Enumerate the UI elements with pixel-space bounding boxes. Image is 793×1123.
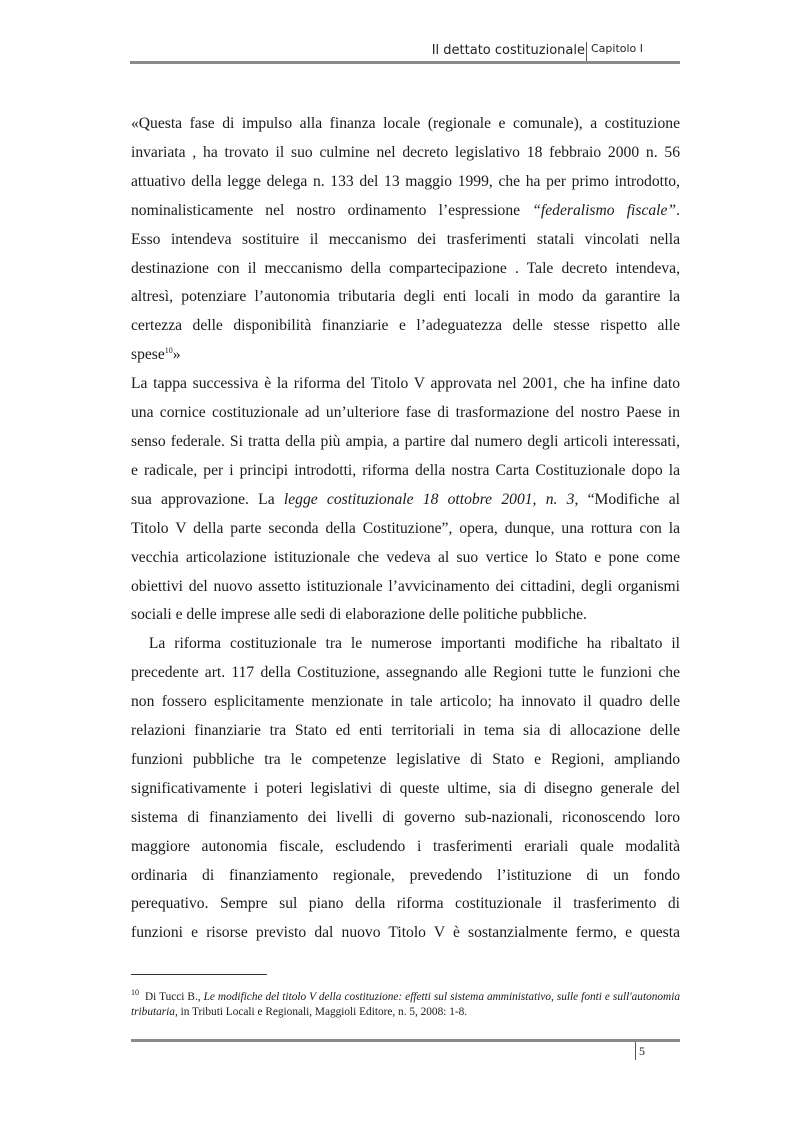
text-line: spese$^{10}$» <box>131 346 181 364</box>
paragraph <box>131 370 680 630</box>
text-line: funzioni e risorse previsto dal nuovo Titolo V è sostanzialmente fermo, e questa <box>131 924 680 942</box>
text-line: relazioni finanziarie tra Stato ed enti territoriali in tema sia di allocazione delle <box>131 722 680 740</box>
text-line: sua approvazione. La legge costituzionale 18 ottobre 2001, n. 3, “Modifiche al <box>131 490 680 508</box>
footnote-rule <box>131 974 267 975</box>
text-line: La tappa successiva è la riforma del Titolo V approvata nel 2001, che ha infine dato <box>131 375 680 393</box>
text-line: precedente art. 117 della Costituzione, assegnando alle Regioni tutte le funzioni che <box>131 664 680 682</box>
text-line: altresì, potenziare l’autonomia tributaria degli enti locali in modo da garantire la <box>131 288 680 306</box>
page-number: 5 <box>639 1044 645 1058</box>
paragraph-quote <box>131 110 680 370</box>
footnote-author: Di Tucci B., <box>145 990 204 1003</box>
text-line: destinazione con il meccanismo della compartecipazione . Tale decreto intendeva, <box>131 259 680 277</box>
page-number-separator <box>635 1042 636 1060</box>
text-line: vecchia articolazione istituzionale che vedeva al suo vertice lo Stato e pone come <box>131 548 680 566</box>
text-line: Titolo V della parte seconda della Costituzione”, opera, dunque, una rottura con la <box>131 519 680 537</box>
text-line: perequativo. Sempre sul piano della riforma costituzionale il trasferimento di <box>131 895 680 913</box>
text-line: sistema di finanziamento dei livelli di governo sub-nazionali, riconoscendo loro <box>131 808 680 826</box>
text-line: sociali e delle imprese alle sedi di elaborazione delle politiche pubbliche. <box>131 606 587 624</box>
running-title: Il dettato costituzionale <box>431 43 585 58</box>
footer-rule <box>131 1039 680 1042</box>
text-line: non fossero esplicitamente menzionate in tale articolo; ha innovato il quadro delle <box>131 693 680 711</box>
page-header <box>130 40 680 64</box>
paragraph <box>131 630 680 948</box>
text-line: «Questa fase di impulso alla finanza locale (regionale e comunale), a costituzione <box>131 115 680 132</box>
header-rule <box>130 61 680 64</box>
italic-term: “federalismo fiscale” <box>532 201 677 219</box>
text-line: senso federale. Si tratta della più ampia, a partire dal numero degli articoli interessati, <box>131 432 680 450</box>
text-line: La riforma costituzionale tra le numerose importanti modifiche ha ribaltato il <box>131 635 680 653</box>
text-line: ordinaria di finanziamento regionale, prevedendo l’istituzione di un fondo <box>131 866 680 884</box>
text-line: nominalisticamente nel nostro ordinamento l’espressione “federalismo fiscale”. <box>131 201 680 219</box>
text-line: maggiore autonomia fiscale, escludendo i trasferimenti erariali quale modalità <box>131 837 680 855</box>
footnote-title: Le modifiche del titolo V della costituzione: effetti sul sistema amministativo, sulle fonti e sull'autonomia tributaria <box>131 990 680 1018</box>
footnote <box>131 985 680 1020</box>
text-line: certezza delle disponibilità finanziarie e l’adeguatezza delle stesse rispetto alle <box>131 317 680 335</box>
header-separator <box>586 42 587 61</box>
text-line: Esso intendeva sostituire il meccanismo dei trasferimenti statali vincolati nella <box>131 230 680 248</box>
text-line: attuativo della legge delega n. 133 del 13 maggio 1999, che ha per primo introdotto, <box>131 172 680 190</box>
footnote-reference[interactable]: 10 <box>164 346 173 356</box>
body-text <box>131 110 680 948</box>
footnote-number: 10 <box>131 988 139 997</box>
text-line: significativamente i poteri legislativi di queste ultime, sia di disegno generale del <box>131 779 680 797</box>
chapter-label: Capitolo I <box>591 42 644 55</box>
text-line: obiettivi del nuovo assetto istituzionale l’avvicinamento dei cittadini, degli organismi <box>131 577 680 595</box>
footnote-source: , in Tributi Locali e Regionali, Maggioli Editore, n. 5, 2008: 1-8. <box>174 1005 468 1018</box>
text-line: funzioni pubbliche tra le competenze legislative di Stato e Regioni, ampliando <box>131 750 680 768</box>
italic-citation: legge costituzionale 18 ottobre 2001, n. 3 <box>283 490 575 508</box>
text-line: invariata , ha trovato il suo culmine nel decreto legislativo 18 febbraio 2000 n. 56 <box>131 143 680 161</box>
text-line: e radicale, per i principi introdotti, riforma della nostra Carta Costituzionale dopo la <box>131 461 680 479</box>
text-line: una cornice costituzionale ad un’ulteriore fase di trasformazione del nostro Paese in <box>131 404 680 422</box>
